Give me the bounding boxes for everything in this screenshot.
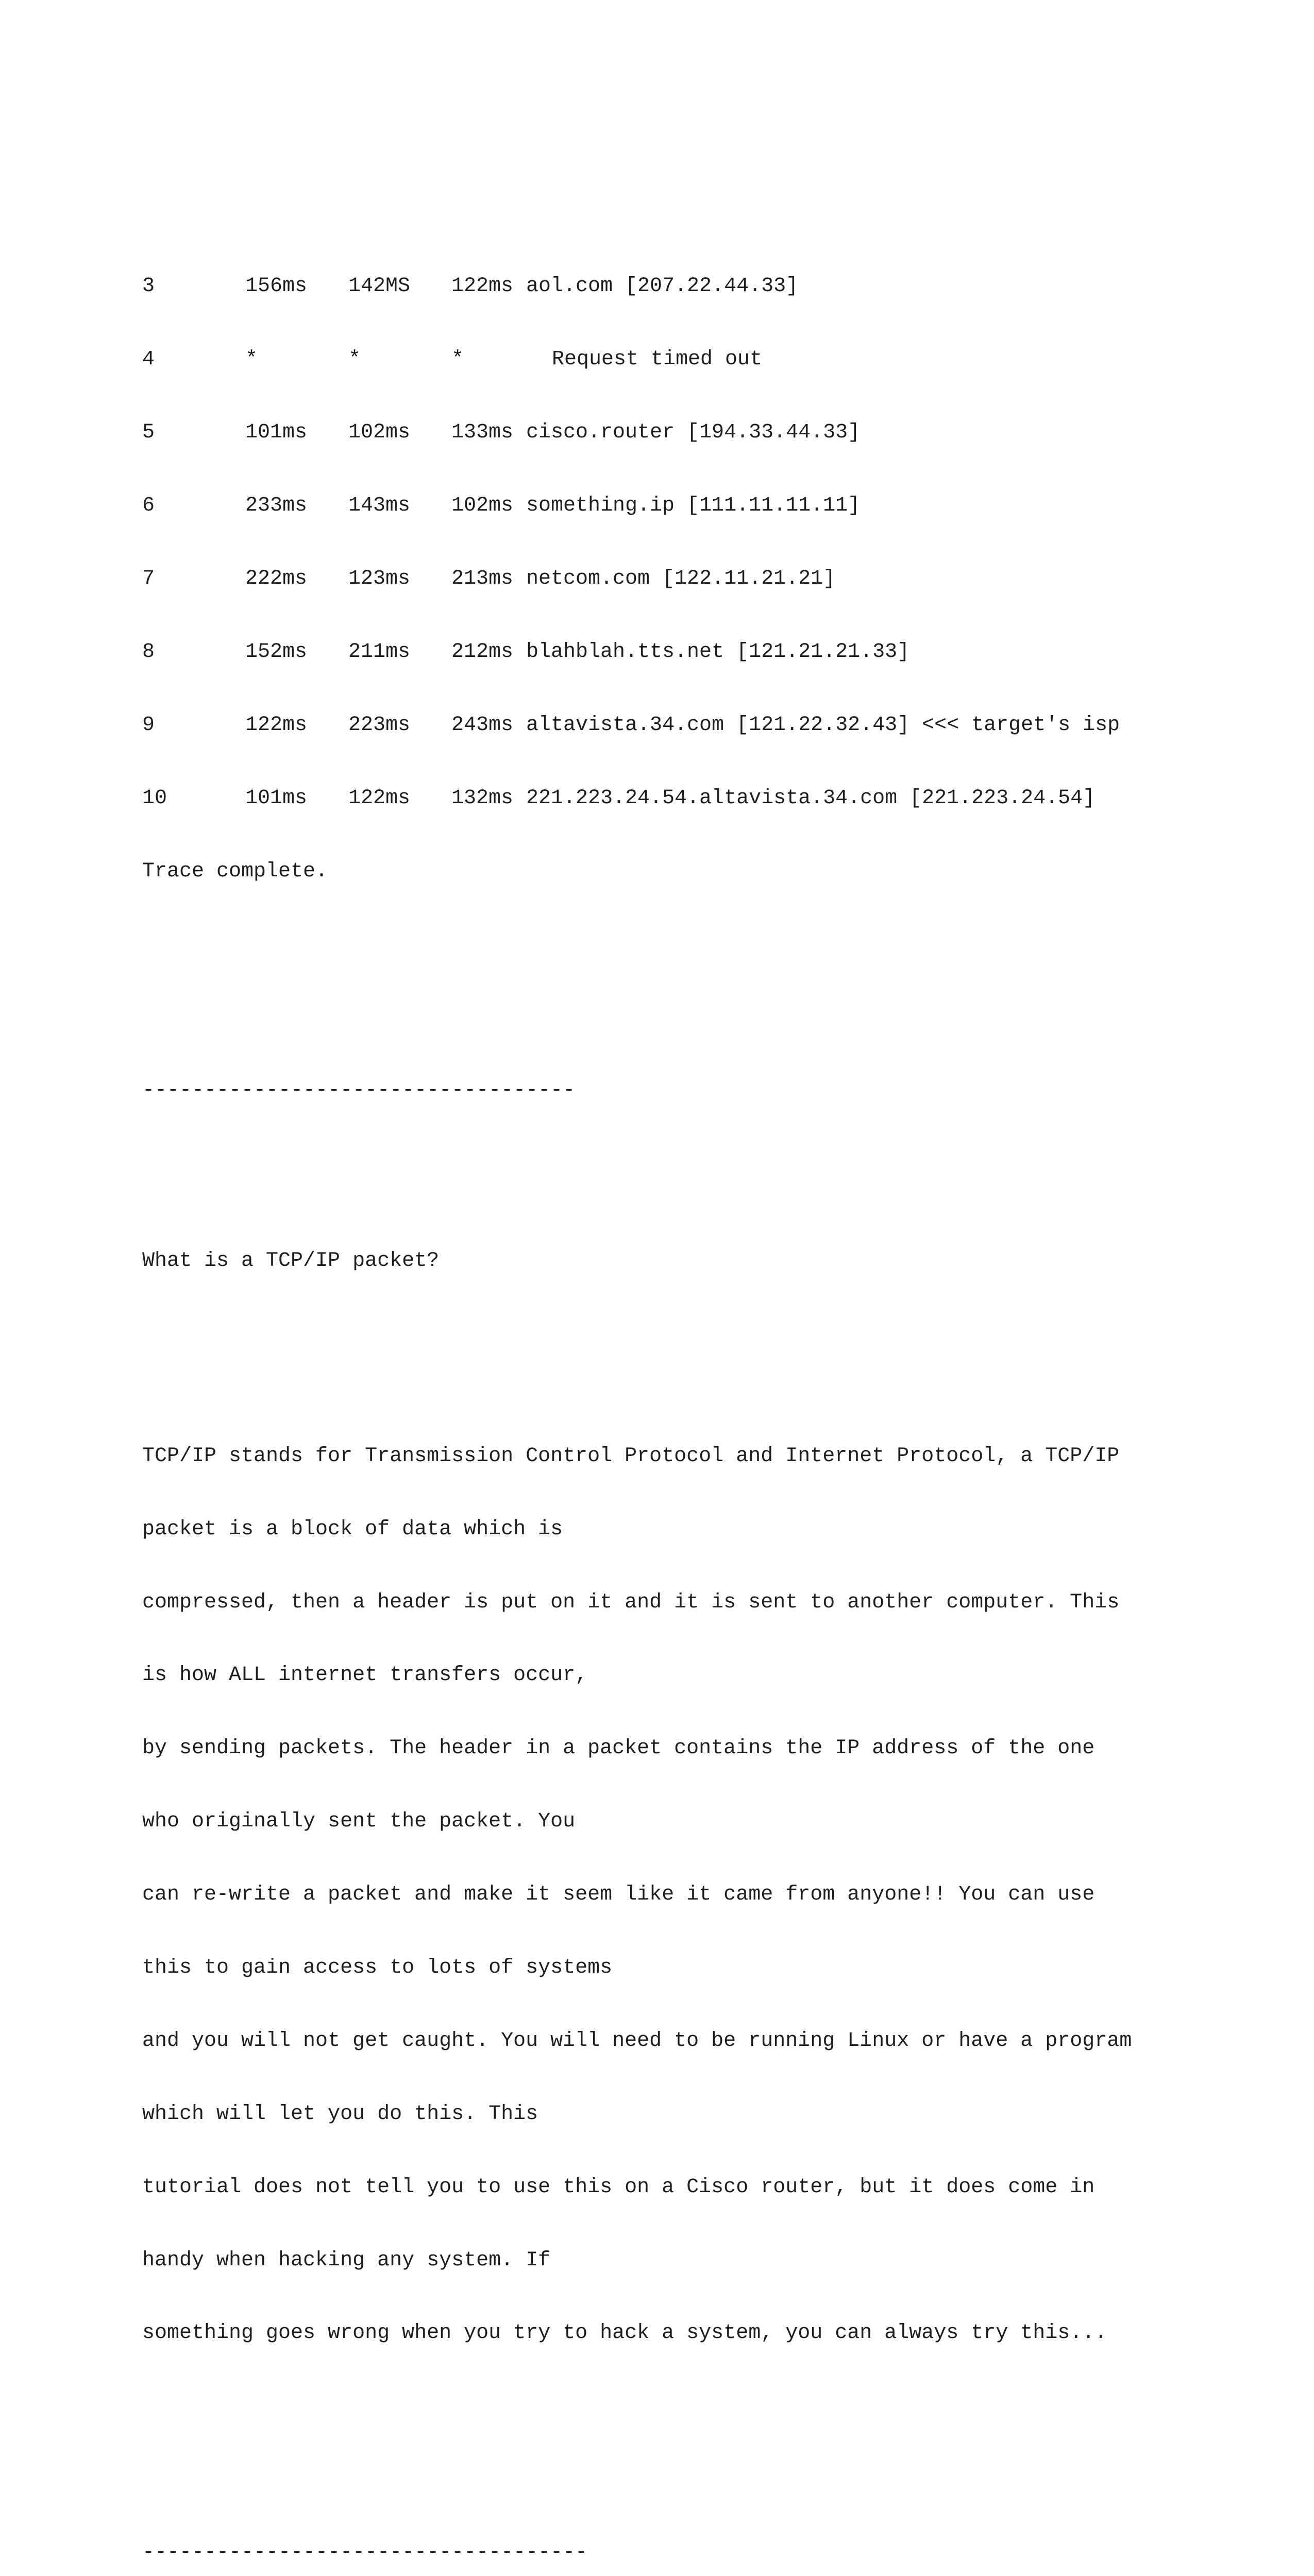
text-line: can re-write a packet and make it seem like it came from anyone!! You can use xyxy=(142,1883,1095,1907)
hop-number: 8 xyxy=(142,640,155,664)
text-line: by sending packets. The header in a packet contains the IP address of the one xyxy=(142,1737,1095,1760)
hop-number: 3 xyxy=(142,275,155,298)
host: Request timed out xyxy=(552,348,763,371)
time-1: 122ms xyxy=(245,713,308,737)
hop-number: 5 xyxy=(142,421,155,445)
hop-number: 7 xyxy=(142,567,155,591)
time-3: 122ms xyxy=(451,275,514,298)
text-line: this to gain access to lots of systems xyxy=(142,1956,613,1979)
text-line: packet is a block of data which is xyxy=(142,1517,563,1541)
text-line: TCP/IP stands for Transmission Control Protocol and Internet Protocol, a TCP/IP xyxy=(142,1444,1120,1468)
text-line: who originally sent the packet. You xyxy=(142,1810,576,1834)
trace-row xyxy=(142,347,1296,371)
time-2: 102ms xyxy=(348,421,411,445)
time-3: 102ms xyxy=(451,494,514,518)
hop-number: 4 xyxy=(142,348,155,371)
text-line: which will let you do this. This xyxy=(142,2102,538,2126)
section-heading-tcpip: What is a TCP/IP packet? xyxy=(142,1249,440,1273)
tcpip-paragraph xyxy=(142,1395,1296,2394)
time-2: 211ms xyxy=(348,640,411,664)
text-line: and you will not get caught. You will need to be running Linux or have a program xyxy=(142,2029,1132,2053)
time-3: 132ms xyxy=(451,786,514,810)
time-3: 243ms xyxy=(451,713,514,737)
time-1: * xyxy=(245,348,258,371)
trace-row xyxy=(142,420,1296,445)
text-line: is how ALL internet transfers occur, xyxy=(142,1664,588,1687)
host: cisco.router [194.33.44.33] xyxy=(526,421,861,445)
traceroute-output xyxy=(142,226,1296,933)
host: blahblah.tts.net [121.21.21.33] xyxy=(526,640,910,664)
trace-row xyxy=(142,274,1296,298)
time-3: 133ms xyxy=(451,421,514,445)
host: aol.com [207.22.44.33] xyxy=(526,275,799,298)
trace-row xyxy=(142,494,1296,518)
hop-number: 6 xyxy=(142,494,155,518)
trace-row xyxy=(142,713,1296,737)
time-1: 101ms xyxy=(245,786,308,810)
time-2: * xyxy=(348,348,361,371)
hop-number: 10 xyxy=(142,786,167,810)
text-line: compressed, then a header is put on it and it is sent to another computer. This xyxy=(142,1590,1120,1614)
host: netcom.com [122.11.21.21] xyxy=(526,567,836,591)
time-1: 156ms xyxy=(245,275,308,298)
time-3: * xyxy=(451,348,464,371)
time-2: 142MS xyxy=(348,275,411,298)
text-line: handy when hacking any system. If xyxy=(142,2248,551,2272)
trace-row xyxy=(142,786,1296,810)
time-2: 123ms xyxy=(348,567,411,591)
text-line: tutorial does not tell you to use this on a Cisco router, but it does come in xyxy=(142,2175,1095,2199)
text-line: something goes wrong when you try to hack a system, you can always try this... xyxy=(142,2321,1107,2345)
host: 221.223.24.54.altavista.34.com [221.223.24.54] xyxy=(526,786,1096,810)
host: altavista.34.com [121.22.32.43] <<< target's isp xyxy=(526,713,1120,737)
time-2: 143ms xyxy=(348,494,411,518)
document-page xyxy=(142,152,1296,2576)
time-1: 101ms xyxy=(245,421,308,445)
trace-row xyxy=(142,640,1296,664)
time-1: 152ms xyxy=(245,640,308,664)
time-3: 212ms xyxy=(451,640,514,664)
trace-complete: Trace complete. xyxy=(142,859,328,883)
time-2: 122ms xyxy=(348,786,411,810)
separator: ------------------------------------ xyxy=(142,2541,588,2565)
time-1: 233ms xyxy=(245,494,308,518)
separator: ----------------------------------- xyxy=(142,1079,576,1103)
trace-row xyxy=(142,567,1296,591)
hop-number: 9 xyxy=(142,713,155,737)
host: something.ip [111.11.11.11] xyxy=(526,494,861,518)
time-2: 223ms xyxy=(348,713,411,737)
time-1: 222ms xyxy=(245,567,308,591)
time-3: 213ms xyxy=(451,567,514,591)
